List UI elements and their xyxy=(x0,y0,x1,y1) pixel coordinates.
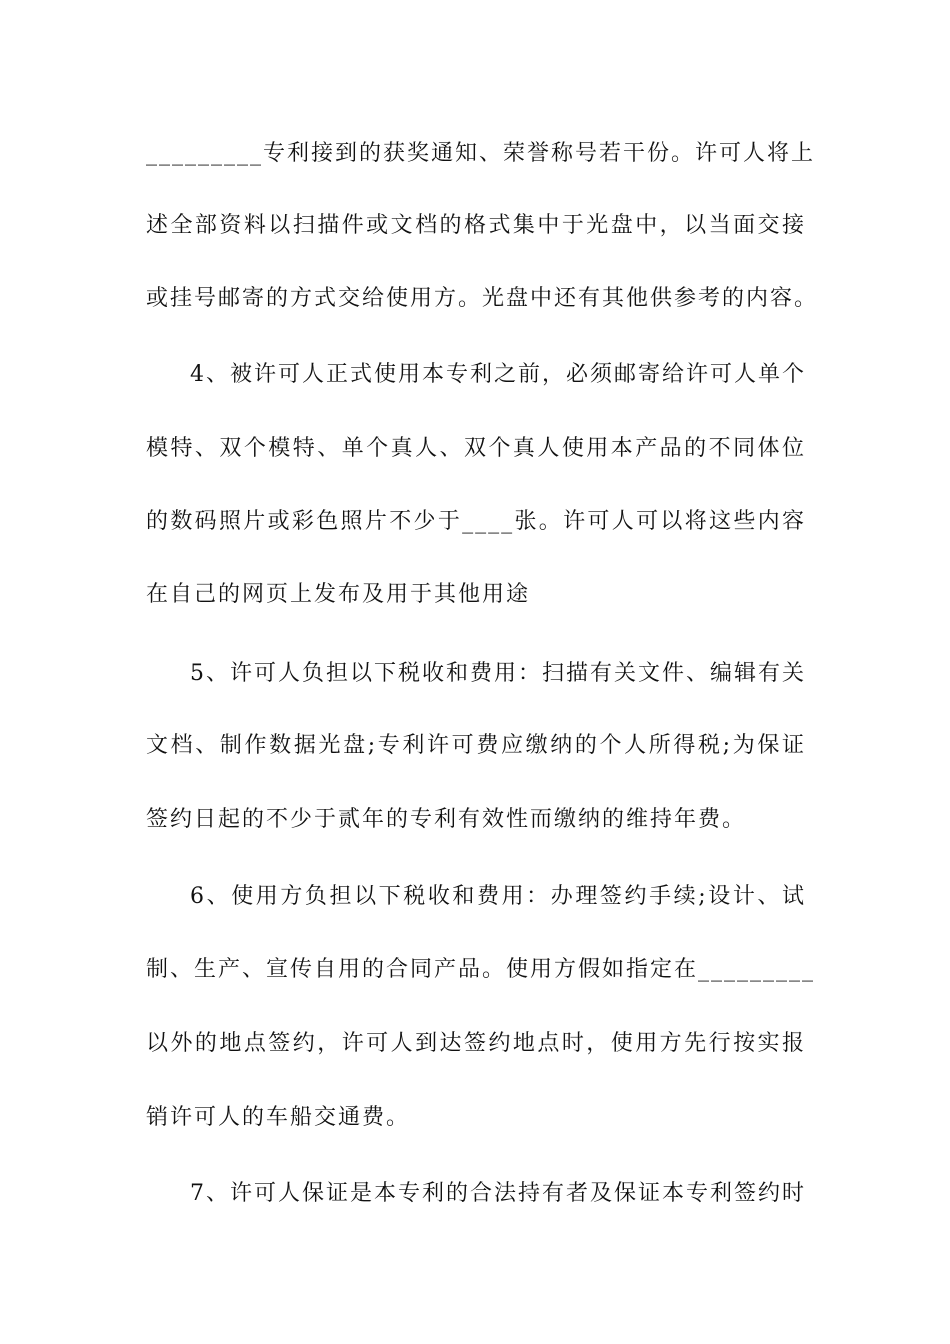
paragraph-line: 签约日起的不少于贰年的专利有效性而缴纳的维持年费。 xyxy=(146,807,747,832)
paragraph-line: 文档、制作数据光盘;专利许可费应缴纳的个人所得税;为保证 xyxy=(146,733,806,758)
paragraph-line: 述全部资料以扫描件或文档的格式集中于光盘中，以当面交接 xyxy=(146,213,806,238)
paragraph-line: 或挂号邮寄的方式交给使用方。光盘中还有其他供参考的内容。 xyxy=(146,286,819,311)
clause-6-line: 6、使用方负担以下税收和费用：办理签约手续;设计、试 xyxy=(190,884,806,909)
paragraph-line: 制、生产、宣传自用的合同产品。使用方假如指定在_________ xyxy=(146,957,816,982)
paragraph-line: _________专利接到的获奖通知、荣誉称号若干份。许可人将上 xyxy=(146,141,816,166)
paragraph-line: 在自己的网页上发布及用于其他用途 xyxy=(146,582,531,607)
paragraph-line: 的数码照片或彩色照片不少于____张。许可人可以将这些内容 xyxy=(146,509,806,534)
clause-4-line: 4、被许可人正式使用本专利之前，必须邮寄给许可人单个 xyxy=(190,362,806,387)
paragraph-line: 以外的地点签约，许可人到达签约地点时，使用方先行按实报 xyxy=(146,1031,806,1056)
paragraph-line: 模特、双个模特、单个真人、双个真人使用本产品的不同体位 xyxy=(146,436,806,461)
paragraph-line: 销许可人的车船交通费。 xyxy=(146,1105,411,1130)
clause-5-line: 5、许可人负担以下税收和费用：扫描有关文件、编辑有关 xyxy=(190,661,806,686)
clause-7-line: 7、许可人保证是本专利的合法持有者及保证本专利签约时 xyxy=(190,1181,806,1206)
